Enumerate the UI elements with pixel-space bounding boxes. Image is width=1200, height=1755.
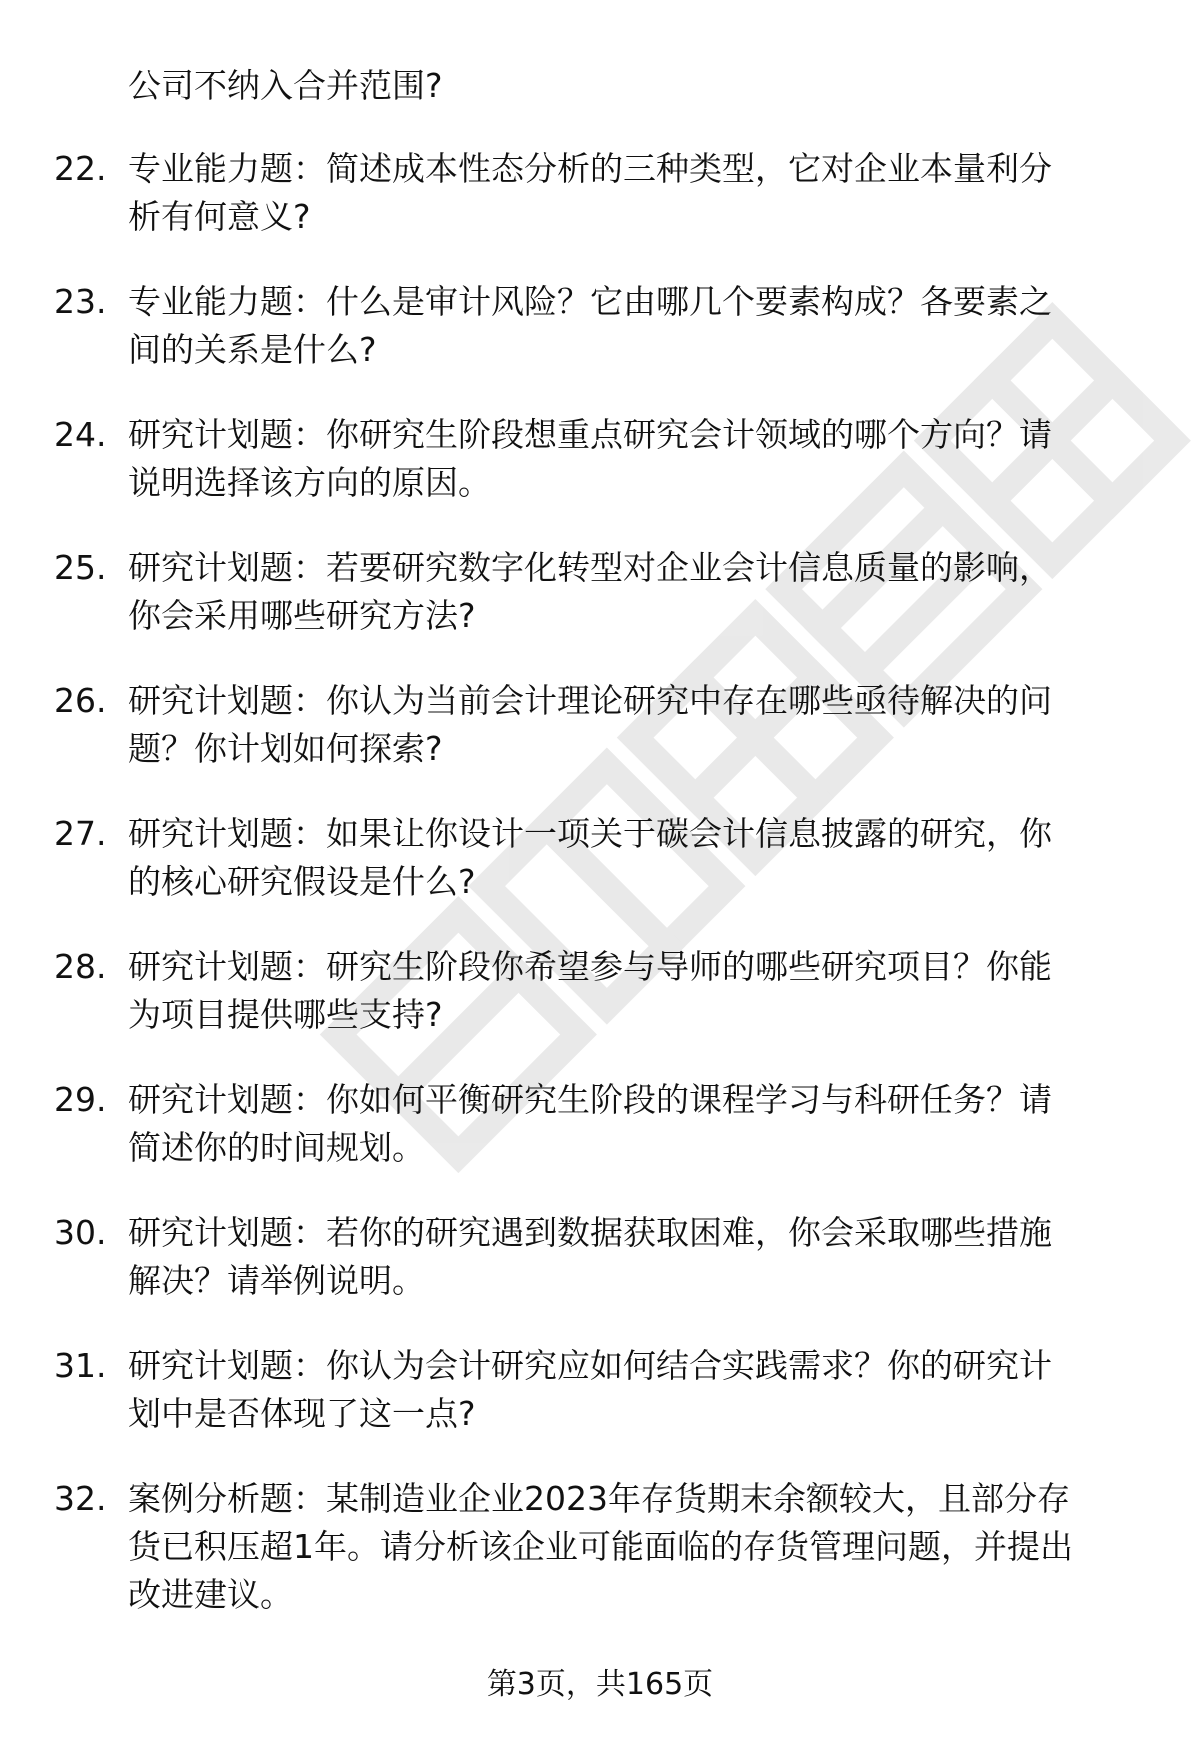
question-item (0, 810, 1200, 943)
question-text-line: 研究计划题：研究生阶段你希望参与导师的哪些研究项目？你能 (128, 947, 1052, 986)
question-text-line: 改进建议。 (128, 1575, 293, 1614)
question-text-line: 专业能力题：简述成本性态分析的三种类型，它对企业本量利分 (128, 149, 1052, 188)
question-text-line: 研究计划题：若要研究数字化转型对企业会计信息质量的影响， (128, 548, 1052, 587)
question-text (128, 544, 1144, 640)
question-text-line: 划中是否体现了这一点? (128, 1394, 476, 1433)
continued-question-text: 公司不纳入合并范围? (128, 66, 443, 105)
question-item (0, 677, 1200, 810)
question-text (128, 1209, 1144, 1305)
question-text (128, 278, 1144, 374)
question-number: 28. (54, 947, 107, 986)
question-number: 25. (54, 548, 107, 587)
question-list (0, 145, 1200, 1625)
question-text-line: 案例分析题：某制造业企业2023年存货期末余额较大，且部分存 (128, 1479, 1070, 1518)
question-text-line: 研究计划题：你认为会计研究应如何结合实践需求？你的研究计 (128, 1346, 1052, 1385)
question-item (0, 145, 1200, 278)
question-text-line: 解决？请举例说明。 (128, 1261, 425, 1300)
question-text-line: 研究计划题：你研究生阶段想重点研究会计领域的哪个方向？请 (128, 415, 1052, 454)
question-text (128, 677, 1144, 773)
question-text (128, 1342, 1144, 1438)
page-number: 第3页，共165页 (486, 1667, 714, 1702)
question-number: 24. (54, 415, 107, 454)
question-text-line: 你会采用哪些研究方法? (128, 596, 476, 635)
question-text-line: 说明选择该方向的原因。 (128, 463, 491, 502)
question-text-line: 研究计划题：你认为当前会计理论研究中存在哪些亟待解决的问 (128, 681, 1052, 720)
question-text (128, 810, 1144, 906)
question-item (0, 1076, 1200, 1209)
question-text-line: 研究计划题：若你的研究遇到数据获取困难，你会采取哪些措施 (128, 1213, 1052, 1252)
question-text (128, 411, 1144, 507)
question-text (128, 1475, 1144, 1619)
question-text (128, 1076, 1144, 1172)
question-item (0, 1475, 1200, 1625)
question-text-line: 简述你的时间规划。 (128, 1128, 425, 1167)
question-text-line: 析有何意义? (128, 197, 311, 236)
question-text-line: 的核心研究假设是什么? (128, 862, 476, 901)
question-number: 22. (54, 149, 107, 188)
question-text-line: 货已积压超1年。请分析该企业可能面临的存货管理问题，并提出 (128, 1527, 1073, 1566)
question-item (0, 544, 1200, 677)
question-item (0, 1342, 1200, 1475)
question-number: 31. (54, 1346, 107, 1385)
question-text-line: 为项目提供哪些支持? (128, 995, 443, 1034)
question-text-line: 研究计划题：如果让你设计一项关于碳会计信息披露的研究，你 (128, 814, 1052, 853)
question-item (0, 278, 1200, 411)
question-number: 30. (54, 1213, 107, 1252)
question-number: 26. (54, 681, 107, 720)
question-item (0, 1209, 1200, 1342)
question-text-line: 专业能力题：什么是审计风险？它由哪几个要素构成？各要素之 (128, 282, 1052, 321)
question-number: 29. (54, 1080, 107, 1119)
question-text-line: 间的关系是什么? (128, 330, 377, 369)
question-text-line: 题？你计划如何探索? (128, 729, 443, 768)
question-number: 27. (54, 814, 107, 853)
question-number: 23. (54, 282, 107, 321)
question-number: 32. (54, 1479, 107, 1518)
question-text (128, 943, 1144, 1039)
question-item (0, 411, 1200, 544)
question-text (128, 145, 1144, 241)
question-text-line: 研究计划题：你如何平衡研究生阶段的课程学习与科研任务？请 (128, 1080, 1052, 1119)
question-item (0, 943, 1200, 1076)
